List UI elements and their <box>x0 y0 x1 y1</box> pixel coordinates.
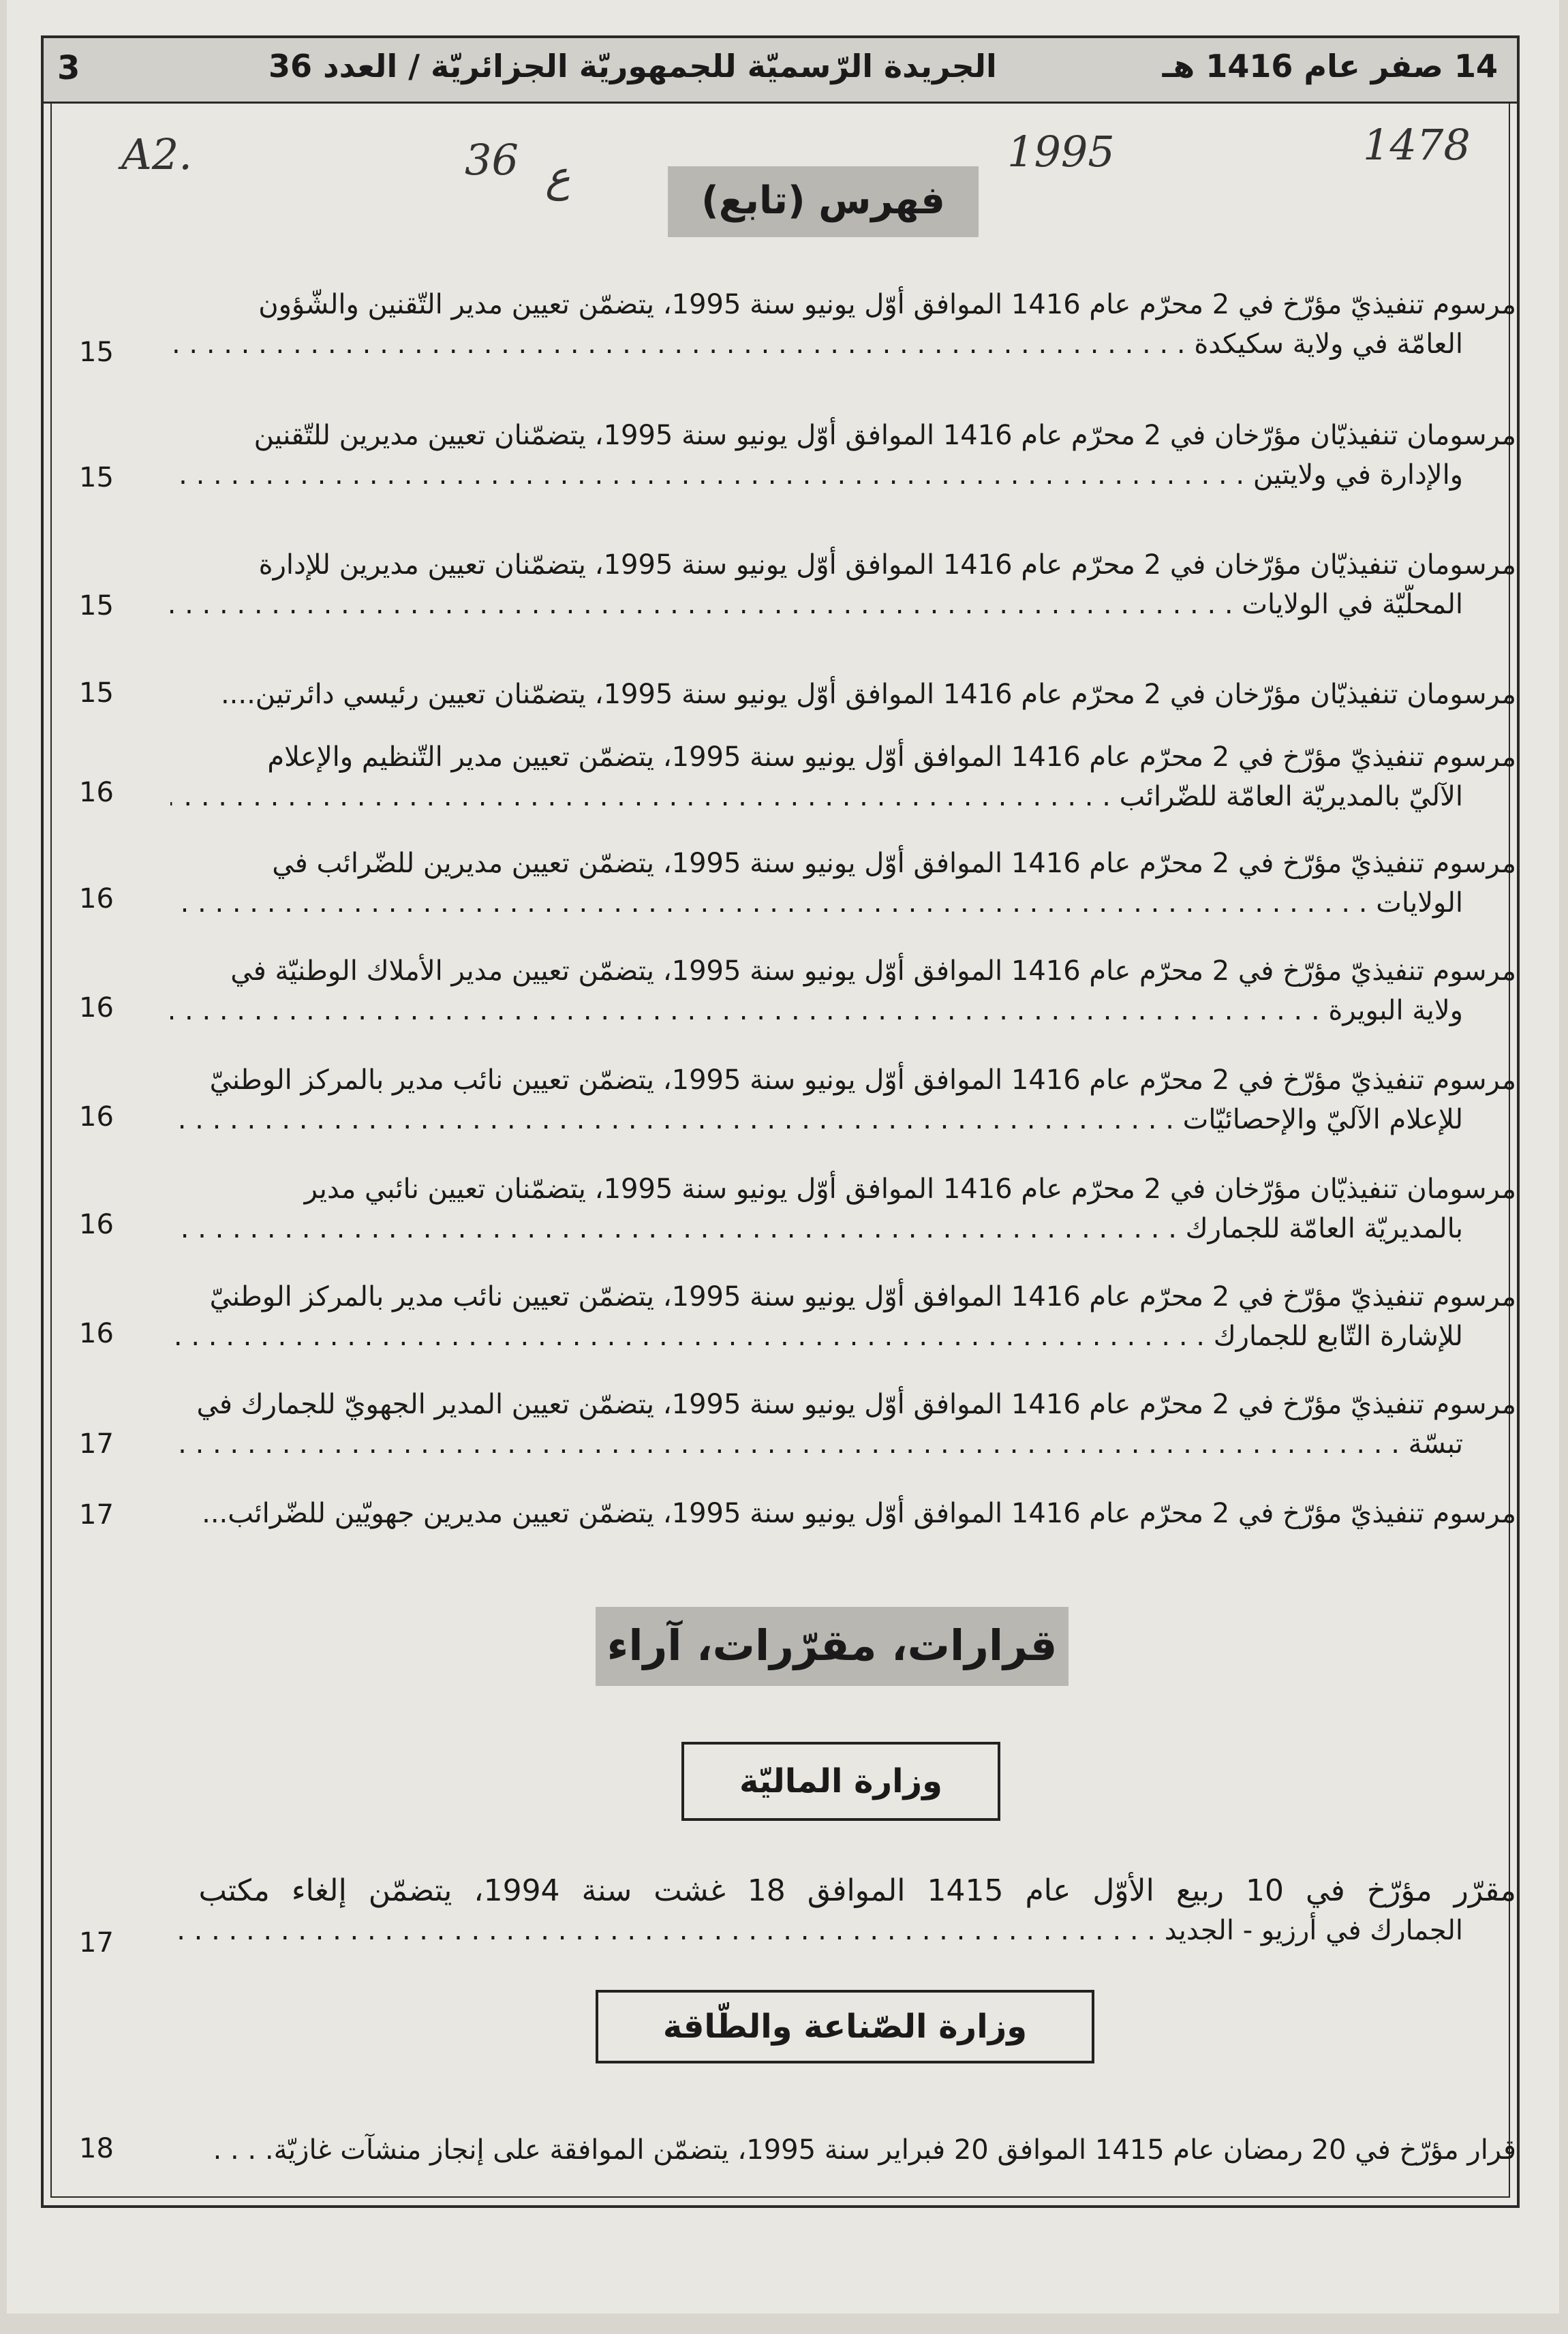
index-entry: مرسوم تنفيذيّ مؤرّخ في 2 محرّم عام 1416 الموافق أوّل يونيو سنة 1995، يتضمّن تعيين المدير الجهويّ للجمارك في تبسّة . . . <box>170 1385 1516 1464</box>
entry-page: 18 <box>79 2133 114 2164</box>
entry-page: 16 <box>79 1101 114 1133</box>
entry-page: 16 <box>79 1318 114 1349</box>
page-sheet <box>7 0 1559 2314</box>
handwritten-note: ع <box>545 151 570 201</box>
index-entry: مرسومان تنفيذيّان مؤرّخان في 2 محرّم عام 1416 الموافق أوّل يونيو سنة 1995، يتضمّنان تعيين نائبي مدير بالمديريّة العامّة للجمارك . . . <box>170 1169 1516 1248</box>
index-entry: مرسوم تنفيذيّ مؤرّخ في 2 محرّم عام 1416 الموافق أوّل يونيو سنة 1995، يتضمّن تعيين نائب مدير بالمركز الوطنيّ للإعلام الآليّ والإحصائيّات . . . <box>170 1060 1516 1139</box>
entry-page: 16 <box>79 777 114 808</box>
index-entry: مرسوم تنفيذيّ مؤرّخ في 2 محرّم عام 1416 الموافق أوّل يونيو سنة 1995، يتضمّن تعيين مدير الأملاك الوطنيّة في ولاية البويرة . . . <box>170 951 1516 1030</box>
entry-page: 15 <box>79 677 114 709</box>
index-entry: مرسوم تنفيذيّ مؤرّخ في 2 محرّم عام 1416 الموافق أوّل يونيو سنة 1995، يتضمّن تعيين مديرين للضّرائب في الولايات . . . <box>170 844 1516 923</box>
entry-page: 16 <box>79 992 114 1024</box>
entry-page: 15 <box>79 462 114 493</box>
handwritten-note: 36 <box>465 135 519 185</box>
handwritten-note: A2. <box>121 129 192 179</box>
index-entry: مرسوم تنفيذيّ مؤرّخ في 2 محرّم عام 1416 الموافق أوّل يونيو سنة 1995، يتضمّن تعيين مدير التّقنين والشّؤون العامّة في ولاية سكيكدة . . . <box>170 285 1516 364</box>
handwritten-note: 1995 <box>1007 127 1115 176</box>
index-entry: مرسوم تنفيذيّ مؤرّخ في 2 محرّم عام 1416 الموافق أوّل يونيو سنة 1995، يتضمّن تعيين نائب مدير بالمركز الوطنيّ للإشارة التّابع للجمارك . . . <box>170 1277 1516 1356</box>
index-entry: مرسومان تنفيذيّان مؤرّخان في 2 محرّم عام 1416 الموافق أوّل يونيو سنة 1995، يتضمّنان تعيين رئيسي دائرتين.... <box>220 679 1516 710</box>
index-entry: قرار مؤرّخ في 20 رمضان عام 1415 الموافق 20 فبراير سنة 1995، يتضمّن الموافقة على إنجاز منشآت غازيّة. . . . <box>213 2134 1516 2166</box>
ministry-title: وزارة الصّناعة والطّاقة <box>596 1990 1094 2063</box>
index-title: فهرس (تابع) <box>664 162 983 241</box>
page-header <box>44 38 1517 104</box>
index-entry: مقرّر مؤرّخ في 10 ربيع الأوّل عام 1415 الموافق 18 غشت سنة 1994، يتضمّن إلغاء مكتب الجمارك في أرزيو - الجديد . . . <box>170 1871 1516 1950</box>
handwritten-note: 1478 <box>1363 120 1471 170</box>
section-title: قرارات، مقرّرات، آراء <box>591 1603 1073 1690</box>
entry-page: 17 <box>79 1927 114 1959</box>
entry-page: 16 <box>79 1209 114 1240</box>
ministry-title: وزارة الماليّة <box>681 1742 1000 1821</box>
entry-page: 16 <box>79 883 114 915</box>
entry-page: 17 <box>79 1499 114 1531</box>
entry-page: 15 <box>79 337 114 368</box>
index-entry: مرسومان تنفيذيّان مؤرّخان في 2 محرّم عام 1416 الموافق أوّل يونيو سنة 1995، يتضمّنان تعيين مديرين للإدارة المحلّيّة في الولايات . . . <box>170 545 1516 624</box>
index-entry: مرسوم تنفيذيّ مؤرّخ في 2 محرّم عام 1416 الموافق أوّل يونيو سنة 1995، يتضمّن تعيين مديرين جهويّين للضّرائب... <box>202 1498 1516 1529</box>
index-entry: مرسوم تنفيذيّ مؤرّخ في 2 محرّم عام 1416 الموافق أوّل يونيو سنة 1995، يتضمّن تعيين مدير التّنظيم والإعلام الآليّ بالمديريّة العامّة للضّرائب . . . <box>170 737 1516 816</box>
index-entry: مرسومان تنفيذيّان مؤرّخان في 2 محرّم عام 1416 الموافق أوّل يونيو سنة 1995، يتضمّنان تعيين مديرين للتّقنين والإدارة في ولايتين . . . <box>170 416 1516 495</box>
entry-page: 17 <box>79 1428 114 1460</box>
entry-page: 15 <box>79 590 114 621</box>
header-date: 14 صفر عام 1416 هـ <box>1162 48 1498 85</box>
journal-title: الجريدة الرّسميّة للجمهوريّة الجزائريّة / العدد 36 <box>268 48 997 85</box>
page-number: 3 <box>57 49 80 87</box>
